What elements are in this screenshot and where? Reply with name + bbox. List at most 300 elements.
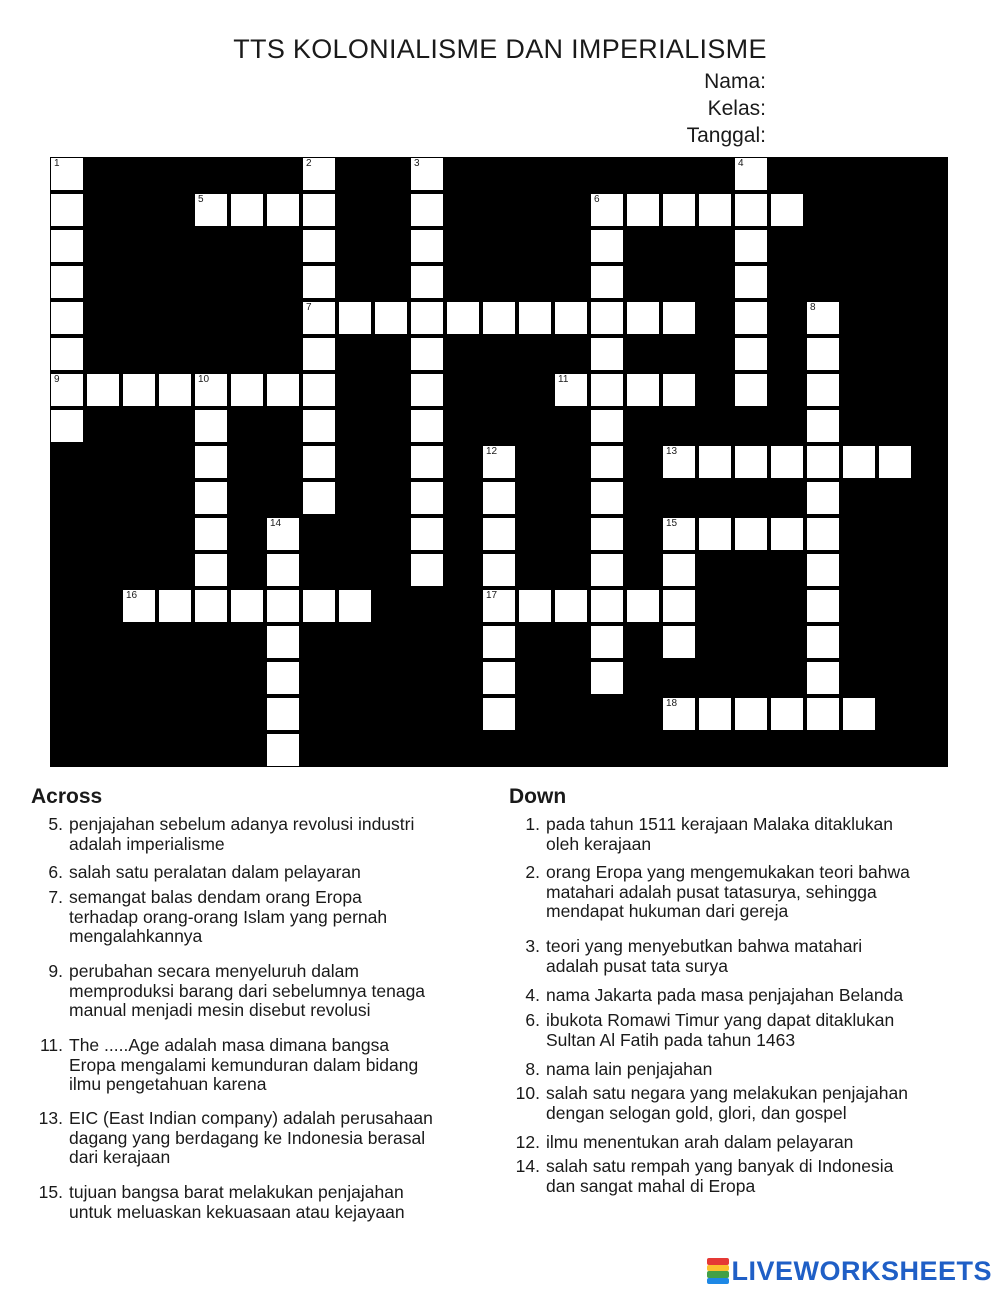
clue-text-line: salah satu negara yang melakukan penjajahan — [546, 1083, 908, 1103]
crossword-letter-input[interactable] — [591, 230, 623, 262]
crossword-letter-input[interactable] — [807, 302, 839, 334]
crossword-letter-input[interactable] — [231, 374, 263, 406]
clue-number-label: 11. — [39, 1035, 63, 1055]
crossword-cell[interactable] — [302, 481, 336, 515]
crossword-letter-input[interactable] — [663, 302, 695, 334]
crossword-letter-input[interactable] — [735, 230, 767, 262]
crossword-letter-input[interactable] — [87, 374, 119, 406]
crossword-letter-input[interactable] — [51, 194, 83, 226]
crossword-cell[interactable] — [734, 373, 768, 407]
crossword-cell[interactable] — [410, 409, 444, 443]
crossword-cell[interactable] — [158, 373, 192, 407]
crossword-cell[interactable] — [266, 193, 300, 227]
crossword-letter-input[interactable] — [483, 302, 515, 334]
crossword-cell[interactable] — [590, 661, 624, 695]
crossword-cell[interactable] — [878, 445, 912, 479]
crossword-cell[interactable] — [554, 589, 588, 623]
crossword-cell[interactable] — [842, 697, 876, 731]
crossword-cell[interactable] — [482, 481, 516, 515]
crossword-letter-input[interactable] — [231, 194, 263, 226]
crossword-cell[interactable] — [50, 373, 84, 407]
crossword-cell[interactable] — [734, 445, 768, 479]
crossword-cell[interactable] — [266, 517, 300, 551]
crossword-letter-input[interactable] — [591, 482, 623, 514]
crossword-cell[interactable] — [770, 697, 804, 731]
crossword-cell[interactable] — [590, 337, 624, 371]
crossword-cell[interactable] — [662, 193, 696, 227]
crossword-letter-input[interactable] — [411, 266, 443, 298]
crossword-cell[interactable] — [662, 625, 696, 659]
crossword-letter-input[interactable] — [591, 626, 623, 658]
crossword-letter-input[interactable] — [51, 374, 83, 406]
crossword-cell[interactable] — [266, 697, 300, 731]
crossword-letter-input[interactable] — [807, 374, 839, 406]
crossword-cell[interactable] — [230, 373, 264, 407]
crossword-letter-input[interactable] — [195, 410, 227, 442]
crossword-letter-input[interactable] — [303, 194, 335, 226]
clue-text-line: semangat balas dendam orang Eropa — [69, 887, 362, 907]
crossword-letter-input[interactable] — [483, 662, 515, 694]
crossword-letter-input[interactable] — [303, 158, 335, 190]
crossword-cell[interactable] — [302, 157, 336, 191]
crossword-cell[interactable] — [842, 445, 876, 479]
crossword-cell[interactable] — [734, 193, 768, 227]
crossword-cell[interactable] — [410, 445, 444, 479]
crossword-cell[interactable] — [806, 373, 840, 407]
crossword-letter-input[interactable] — [303, 482, 335, 514]
crossword-letter-input[interactable] — [483, 482, 515, 514]
clue-text-line: dagang yang berdagang ke Indonesia berasal — [69, 1127, 426, 1148]
crossword-cell[interactable] — [266, 733, 300, 767]
crossword-cell[interactable] — [662, 445, 696, 479]
crossword-letter-input[interactable] — [411, 158, 443, 190]
crossword-cell[interactable] — [806, 445, 840, 479]
crossword-cell[interactable] — [806, 589, 840, 623]
clue-text-line: salah satu rempah yang banyak di Indonesia — [546, 1156, 894, 1176]
crossword-letter-input[interactable] — [159, 374, 191, 406]
clue-text-line: orang Eropa yang mengemukakan teori bahwa — [546, 862, 910, 882]
crossword-cell[interactable] — [50, 337, 84, 371]
crossword-letter-input[interactable] — [735, 338, 767, 370]
crossword-letter-input[interactable] — [735, 158, 767, 190]
crossword-letter-input[interactable] — [663, 194, 695, 226]
crossword-letter-input[interactable] — [591, 446, 623, 478]
crossword-cell[interactable] — [662, 517, 696, 551]
crossword-cell[interactable] — [266, 553, 300, 587]
crossword-letter-input[interactable] — [591, 194, 623, 226]
crossword-letter-input[interactable] — [735, 374, 767, 406]
crossword-letter-input[interactable] — [843, 446, 875, 478]
crossword-letter-input[interactable] — [375, 302, 407, 334]
crossword-letter-input[interactable] — [555, 302, 587, 334]
crossword-cell[interactable] — [194, 445, 228, 479]
crossword-cell[interactable] — [626, 373, 660, 407]
crossword-letter-input[interactable] — [267, 662, 299, 694]
crossword-letter-input[interactable] — [807, 446, 839, 478]
crossword-cell[interactable] — [302, 409, 336, 443]
crossword-cell[interactable] — [410, 157, 444, 191]
crossword-letter-input[interactable] — [879, 446, 911, 478]
crossword-cell[interactable] — [482, 517, 516, 551]
crossword-cell[interactable] — [194, 409, 228, 443]
crossword-cell[interactable] — [590, 301, 624, 335]
crossword-letter-input[interactable] — [663, 590, 695, 622]
crossword-letter-input[interactable] — [303, 266, 335, 298]
crossword-cell[interactable] — [590, 193, 624, 227]
crossword-letter-input[interactable] — [411, 374, 443, 406]
crossword-cell[interactable] — [806, 553, 840, 587]
crossword-cell[interactable] — [806, 409, 840, 443]
crossword-cell[interactable] — [50, 229, 84, 263]
crossword-cell[interactable] — [482, 661, 516, 695]
crossword-letter-input[interactable] — [195, 518, 227, 550]
crossword-letter-input[interactable] — [735, 302, 767, 334]
crossword-letter-input[interactable] — [771, 446, 803, 478]
crossword-letter-input[interactable] — [303, 230, 335, 262]
crossword-cell[interactable] — [446, 301, 480, 335]
crossword-letter-input[interactable] — [483, 626, 515, 658]
crossword-letter-input[interactable] — [807, 662, 839, 694]
crossword-cell[interactable] — [194, 553, 228, 587]
crossword-cell[interactable] — [554, 373, 588, 407]
crossword-letter-input[interactable] — [699, 518, 731, 550]
crossword-cell[interactable] — [338, 589, 372, 623]
crossword-cell[interactable] — [554, 301, 588, 335]
crossword-cell[interactable] — [806, 337, 840, 371]
clue-number: 11 — [558, 374, 569, 385]
crossword-cell[interactable] — [482, 445, 516, 479]
crossword-letter-input[interactable] — [555, 374, 587, 406]
crossword-cell[interactable] — [590, 517, 624, 551]
clue-text-line: nama lain penjajahan — [546, 1059, 713, 1079]
crossword-cell[interactable] — [410, 193, 444, 227]
crossword-cell[interactable] — [266, 661, 300, 695]
clue-number: 12 — [486, 446, 498, 457]
crossword-letter-input[interactable] — [807, 626, 839, 658]
crossword-cell[interactable] — [86, 373, 120, 407]
crossword-cell[interactable] — [230, 589, 264, 623]
crossword-cell[interactable] — [590, 625, 624, 659]
crossword-cell[interactable] — [410, 481, 444, 515]
crossword-letter-input[interactable] — [411, 554, 443, 586]
crossword-cell[interactable] — [662, 553, 696, 587]
clue-number: 1 — [54, 158, 60, 169]
crossword-cell[interactable] — [194, 193, 228, 227]
crossword-cell[interactable] — [194, 589, 228, 623]
crossword-cell[interactable] — [770, 445, 804, 479]
crossword-cell[interactable] — [734, 337, 768, 371]
crossword-letter-input[interactable] — [51, 410, 83, 442]
crossword-cell[interactable] — [302, 589, 336, 623]
crossword-letter-input[interactable] — [303, 338, 335, 370]
crossword-cell[interactable] — [626, 193, 660, 227]
clue-text-line: pada tahun 1511 kerajaan Malaka ditaklukan — [546, 814, 894, 834]
crossword-letter-input[interactable] — [627, 194, 659, 226]
crossword-letter-input[interactable] — [483, 590, 515, 622]
crossword-letter-input[interactable] — [195, 446, 227, 478]
clue-text-line: memproduksi barang dari sebelumnya tenaga — [69, 980, 426, 1001]
crossword-letter-input[interactable] — [303, 374, 335, 406]
crossword-letter-input[interactable] — [591, 518, 623, 550]
crossword-letter-input[interactable] — [591, 590, 623, 622]
crossword-letter-input[interactable] — [303, 590, 335, 622]
crossword-cell[interactable] — [266, 625, 300, 659]
crossword-letter-input[interactable] — [339, 590, 371, 622]
crossword-cell[interactable] — [698, 445, 732, 479]
crossword-cell[interactable] — [734, 157, 768, 191]
crossword-letter-input[interactable] — [591, 662, 623, 694]
crossword-cell[interactable] — [302, 445, 336, 479]
crossword-cell[interactable] — [482, 625, 516, 659]
clue-text-line: The .....Age adalah masa dimana bangsa — [69, 1035, 390, 1055]
crossword-letter-input[interactable] — [51, 338, 83, 370]
crossword-letter-input[interactable] — [807, 554, 839, 586]
crossword-cell[interactable] — [302, 193, 336, 227]
crossword-letter-input[interactable] — [267, 374, 299, 406]
crossword-cell[interactable] — [626, 589, 660, 623]
crossword-letter-input[interactable] — [195, 554, 227, 586]
crossword-cell[interactable] — [806, 661, 840, 695]
crossword-cell[interactable] — [806, 625, 840, 659]
logo-mark-stripe — [707, 1271, 729, 1278]
down-heading: Down — [509, 785, 567, 808]
crossword-letter-input[interactable] — [591, 302, 623, 334]
crossword-letter-input[interactable] — [51, 266, 83, 298]
crossword-cell[interactable] — [590, 409, 624, 443]
crossword-cell[interactable] — [266, 373, 300, 407]
crossword-letter-input[interactable] — [303, 302, 335, 334]
crossword-letter-input[interactable] — [267, 734, 299, 766]
clue-number: 2 — [306, 158, 312, 169]
clue-text-line: perubahan secara menyeluruh dalam — [69, 961, 359, 981]
crossword-letter-input[interactable] — [663, 626, 695, 658]
crossword-cell[interactable] — [302, 229, 336, 263]
crossword-letter-input[interactable] — [51, 158, 83, 190]
crossword-letter-input[interactable] — [51, 230, 83, 262]
crossword-cell[interactable] — [698, 697, 732, 731]
crossword-letter-input[interactable] — [267, 626, 299, 658]
tanggal-label: Tanggal: — [686, 124, 766, 147]
crossword-letter-input[interactable] — [159, 590, 191, 622]
crossword-cell[interactable] — [374, 301, 408, 335]
crossword-cell[interactable] — [626, 301, 660, 335]
crossword-letter-input[interactable] — [411, 410, 443, 442]
liveworksheets-logo-mark — [707, 1258, 729, 1284]
crossword-letter-input[interactable] — [591, 266, 623, 298]
crossword-cell[interactable] — [590, 229, 624, 263]
crossword-letter-input[interactable] — [699, 194, 731, 226]
crossword-letter-input[interactable] — [519, 302, 551, 334]
crossword-letter-input[interactable] — [195, 482, 227, 514]
crossword-cell[interactable] — [518, 301, 552, 335]
clue-number: 5 — [198, 194, 204, 205]
crossword-letter-input[interactable] — [555, 590, 587, 622]
crossword-letter-input[interactable] — [303, 446, 335, 478]
crossword-cell[interactable] — [302, 301, 336, 335]
crossword-cell[interactable] — [410, 229, 444, 263]
clue-number: 4 — [738, 158, 744, 169]
crossword-cell[interactable] — [410, 553, 444, 587]
across-heading: Across — [31, 785, 103, 808]
crossword-cell[interactable] — [590, 445, 624, 479]
crossword-cell[interactable] — [122, 589, 156, 623]
crossword-letter-input[interactable] — [483, 446, 515, 478]
crossword-letter-input[interactable] — [771, 194, 803, 226]
crossword-letter-input[interactable] — [663, 518, 695, 550]
crossword-cell[interactable] — [662, 373, 696, 407]
crossword-cell[interactable] — [590, 553, 624, 587]
crossword-letter-input[interactable] — [411, 446, 443, 478]
crossword-letter-input[interactable] — [807, 338, 839, 370]
crossword-cell[interactable] — [662, 589, 696, 623]
crossword-cell[interactable] — [338, 301, 372, 335]
crossword-letter-input[interactable] — [627, 302, 659, 334]
crossword-letter-input[interactable] — [807, 482, 839, 514]
crossword-letter-input[interactable] — [663, 374, 695, 406]
crossword-letter-input[interactable] — [807, 518, 839, 550]
crossword-letter-input[interactable] — [195, 374, 227, 406]
crossword-cell[interactable] — [230, 193, 264, 227]
crossword-cell[interactable] — [302, 337, 336, 371]
clue-text-line: dan sangat mahal di Eropa — [546, 1175, 756, 1196]
crossword-cell[interactable] — [410, 265, 444, 299]
crossword-letter-input[interactable] — [843, 698, 875, 730]
crossword-cell[interactable] — [482, 301, 516, 335]
crossword-cell[interactable] — [698, 517, 732, 551]
crossword-letter-input[interactable] — [627, 374, 659, 406]
crossword-cell[interactable] — [590, 265, 624, 299]
crossword-letter-input[interactable] — [699, 698, 731, 730]
crossword-cell[interactable] — [302, 373, 336, 407]
crossword-cell[interactable] — [734, 301, 768, 335]
crossword-cell[interactable] — [806, 301, 840, 335]
crossword-cell[interactable] — [734, 517, 768, 551]
crossword-letter-input[interactable] — [195, 194, 227, 226]
nama-label: Nama: — [704, 70, 766, 93]
crossword-cell[interactable] — [122, 373, 156, 407]
crossword-cell[interactable] — [806, 697, 840, 731]
crossword-letter-input[interactable] — [303, 410, 335, 442]
crossword-letter-input[interactable] — [447, 302, 479, 334]
crossword-letter-input[interactable] — [483, 698, 515, 730]
crossword-letter-input[interactable] — [591, 410, 623, 442]
crossword-cell[interactable] — [266, 589, 300, 623]
crossword-letter-input[interactable] — [807, 410, 839, 442]
crossword-letter-input[interactable] — [411, 194, 443, 226]
crossword-letter-input[interactable] — [411, 518, 443, 550]
crossword-cell[interactable] — [50, 265, 84, 299]
crossword-cell[interactable] — [806, 481, 840, 515]
crossword-letter-input[interactable] — [267, 194, 299, 226]
crossword-cell[interactable] — [194, 517, 228, 551]
crossword-letter-input[interactable] — [735, 446, 767, 478]
crossword-letter-input[interactable] — [627, 590, 659, 622]
crossword-letter-input[interactable] — [735, 194, 767, 226]
crossword-cell[interactable] — [770, 193, 804, 227]
crossword-cell[interactable] — [590, 373, 624, 407]
crossword-cell[interactable] — [698, 193, 732, 227]
crossword-cell[interactable] — [662, 697, 696, 731]
crossword-letter-input[interactable] — [735, 518, 767, 550]
clue-number-label: 6. — [48, 862, 63, 882]
crossword-letter-input[interactable] — [663, 698, 695, 730]
crossword-letter-input[interactable] — [483, 554, 515, 586]
crossword-cell[interactable] — [410, 373, 444, 407]
crossword-letter-input[interactable] — [735, 698, 767, 730]
crossword-letter-input[interactable] — [663, 554, 695, 586]
crossword-cell[interactable] — [806, 517, 840, 551]
clue-number: 14 — [270, 518, 282, 529]
crossword-cell[interactable] — [50, 193, 84, 227]
clue-text-line: untuk meluaskan kekuasaan atau kejayaan — [69, 1201, 405, 1222]
crossword-cell[interactable] — [590, 481, 624, 515]
crossword-letter-input[interactable] — [339, 302, 371, 334]
crossword-letter-input[interactable] — [123, 374, 155, 406]
crossword-cell[interactable] — [482, 589, 516, 623]
crossword-cell[interactable] — [302, 265, 336, 299]
crossword-letter-input[interactable] — [591, 374, 623, 406]
crossword-letter-input[interactable] — [483, 518, 515, 550]
crossword-cell[interactable] — [662, 301, 696, 335]
crossword-cell[interactable] — [734, 265, 768, 299]
crossword-letter-input[interactable] — [267, 518, 299, 550]
crossword-cell[interactable] — [410, 337, 444, 371]
crossword-letter-input[interactable] — [411, 482, 443, 514]
crossword-cell[interactable] — [194, 373, 228, 407]
crossword-cell[interactable] — [770, 517, 804, 551]
crossword-letter-input[interactable] — [735, 266, 767, 298]
crossword-letter-input[interactable] — [411, 302, 443, 334]
crossword-letter-input[interactable] — [591, 554, 623, 586]
crossword-cell[interactable] — [50, 409, 84, 443]
crossword-letter-input[interactable] — [807, 590, 839, 622]
crossword-letter-input[interactable] — [519, 590, 551, 622]
crossword-cell[interactable] — [50, 301, 84, 335]
crossword-letter-input[interactable] — [663, 446, 695, 478]
crossword-letter-input[interactable] — [411, 338, 443, 370]
crossword-cell[interactable] — [50, 157, 84, 191]
crossword-letter-input[interactable] — [267, 590, 299, 622]
clue-text-line: matahari adalah pusat tatasurya, sehingga — [546, 881, 877, 902]
crossword-letter-input[interactable] — [807, 698, 839, 730]
crossword-letter-input[interactable] — [267, 698, 299, 730]
clue-text-line: ilmu menentukan arah dalam pelayaran — [546, 1132, 854, 1152]
crossword-cell[interactable] — [518, 589, 552, 623]
crossword-letter-input[interactable] — [771, 518, 803, 550]
crossword-cell[interactable] — [482, 553, 516, 587]
crossword-cell[interactable] — [590, 589, 624, 623]
crossword-letter-input[interactable] — [51, 302, 83, 334]
clue-number-label: 10. — [515, 1083, 540, 1103]
crossword-letter-input[interactable] — [267, 554, 299, 586]
crossword-letter-input[interactable] — [411, 230, 443, 262]
clue-number-label: 13. — [38, 1108, 63, 1128]
crossword-letter-input[interactable] — [699, 446, 731, 478]
crossword-cell[interactable] — [410, 517, 444, 551]
crossword-letter-input[interactable] — [591, 338, 623, 370]
crossword-letter-input[interactable] — [231, 590, 263, 622]
crossword-cell[interactable] — [410, 301, 444, 335]
crossword-cell[interactable] — [158, 589, 192, 623]
crossword-cell[interactable] — [482, 697, 516, 731]
crossword-cell[interactable] — [734, 229, 768, 263]
crossword-letter-input[interactable] — [123, 590, 155, 622]
crossword-letter-input[interactable] — [195, 590, 227, 622]
crossword-cell[interactable] — [734, 697, 768, 731]
crossword-letter-input[interactable] — [771, 698, 803, 730]
crossword-cell[interactable] — [194, 481, 228, 515]
clue-number-label: 1. — [525, 814, 540, 834]
